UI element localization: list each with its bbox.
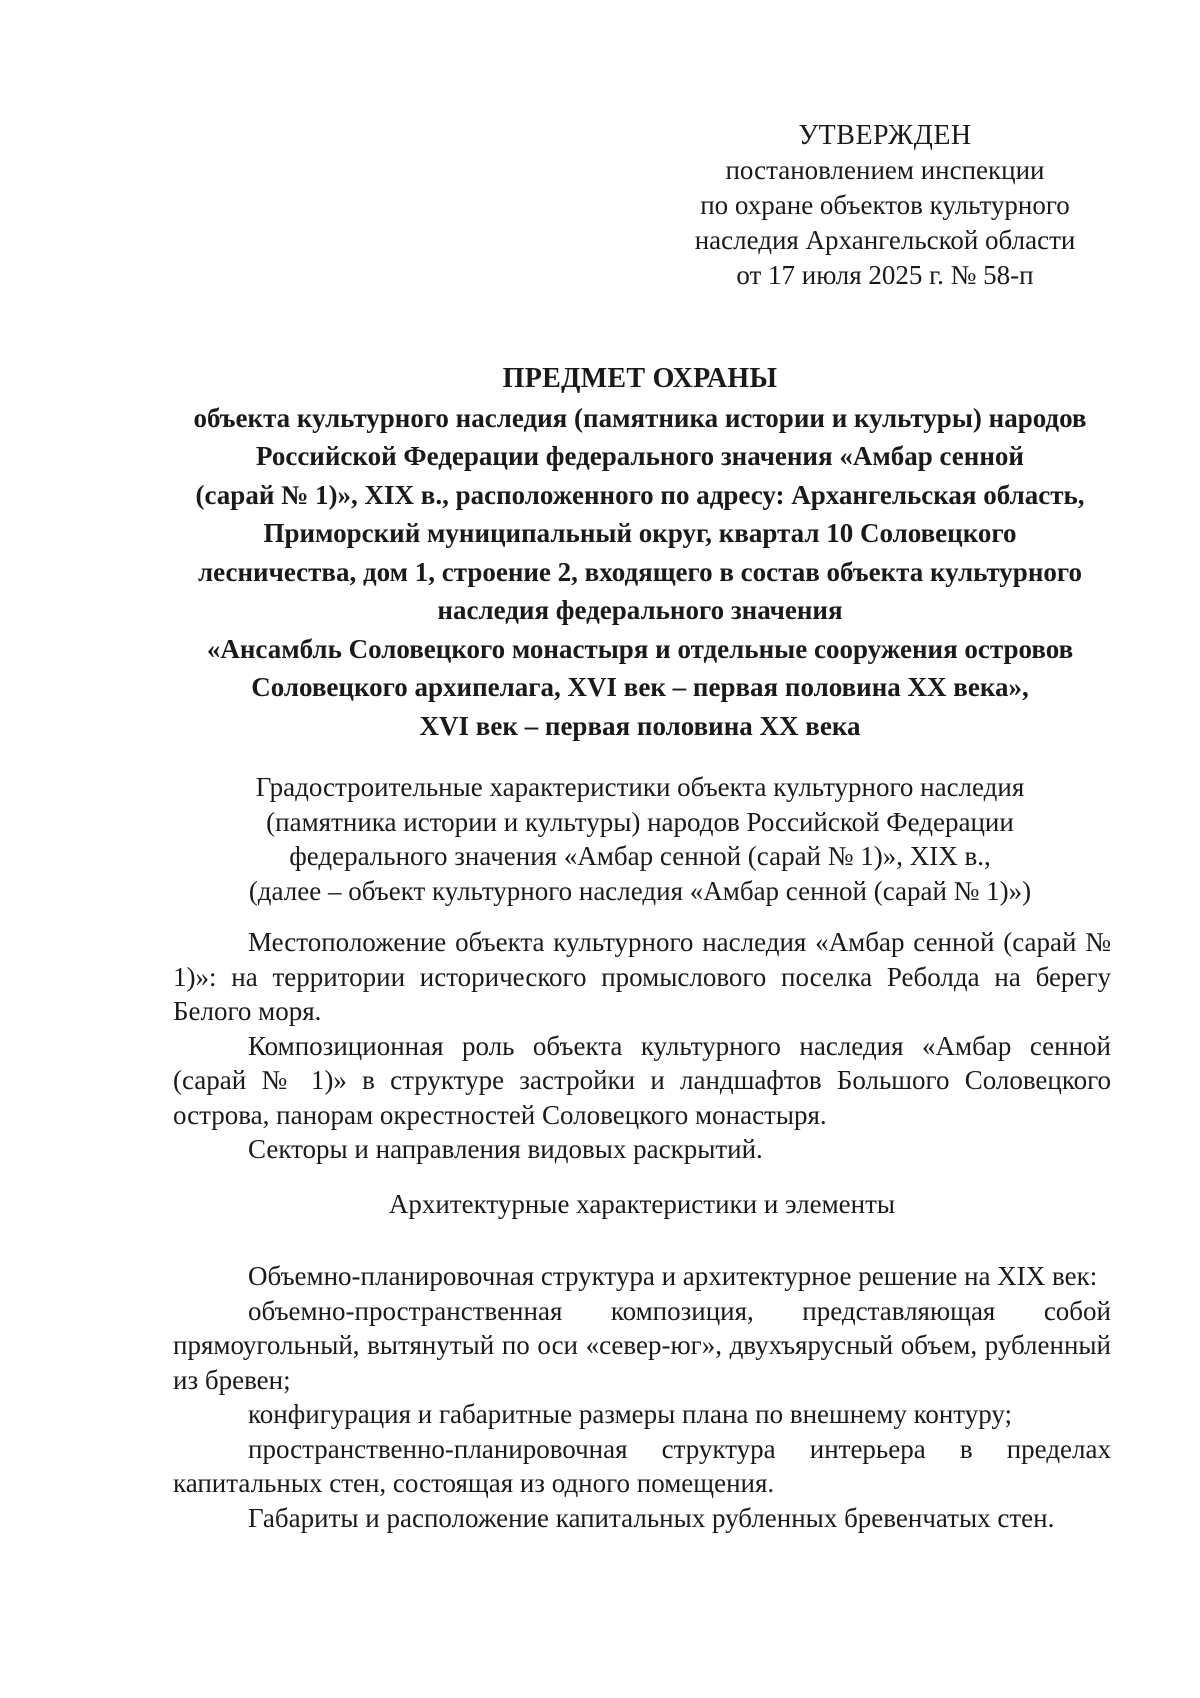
approval-line: постановлением инспекции [725,155,1045,185]
title-line: (сарай № 1)», XIX в., расположенного по адресу: Архангельская область, [195,479,1085,510]
urban-characteristics-section [173,925,1111,1167]
title-line: Соловецкого архипелага, XVI век – первая половина XX века», [251,672,1029,702]
plan-paragraph: конфигурация и габаритные размеры плана по внешнему контуру; [248,1399,1013,1429]
architecture-heading: Архитектурные характеристики и элементы [388,1189,896,1219]
walls-paragraph: Габариты и расположение капитальных рубленных бревенчатых стен. [248,1502,1055,1533]
title-line: «Ансамбль Соловецкого монастыря и отдельные сооружения островов [206,633,1074,664]
subtitle-line: (памятника истории и культуры) народов Российской Федерации [266,806,1014,837]
composition-detail-paragraph: объемно-пространственная композиция, представляющая собой прямоугольный, вытянутый по оси «север-юг», двухъярусный объем, рубленный из бревен; [173,1295,1111,1395]
title-line: лесничества, дом 1, строение 2, входящего в состав объекта культурного [198,556,1082,587]
document-title [160,360,1120,745]
approval-heading: УТВЕРЖДЕН [798,120,972,151]
urban-characteristics-heading [175,770,1105,908]
title-line: наследия федерального значения [437,595,843,625]
view-sectors-paragraph: Секторы и направления видовых раскрытий. [248,1134,763,1164]
interior-paragraph: пространственно-планировочная структура интерьера в пределах капитальных стен, состоящая из одного помещения. [173,1433,1111,1498]
composition-paragraph: Композиционная роль объекта культурного наследия «Амбар сенной (сарай № 1)» в структуре застройки и ландшафтов Большого Соловецкого острова, панорам окрестностей Соловецкого монастыря. [173,1030,1111,1130]
subtitle-line: федерального значения «Амбар сенной (сарай № 1)», XIX в., [289,841,991,871]
location-paragraph: Местоположение объекта культурного наследия «Амбар сенной (сарай № 1)»: на территории исторического промыслового поселка Реболда на берегу Белого моря. [173,927,1111,1026]
structure-paragraph: Объемно-планировочная структура и архитектурное решение на XIX век: [248,1261,1098,1291]
title-line: объекта культурного наследия (памятника истории и культуры) народов [193,402,1087,433]
architecture-section [173,1259,1111,1535]
approval-line: наследия Архангельской области [694,225,1076,255]
title-main: ПРЕДМЕТ ОХРАНЫ [502,363,778,394]
title-line: Российской Федерации федерального значения «Амбар сенной [256,441,1024,471]
subtitle-line: (далее – объект культурного наследия «Амбар сенной (сарай № 1)») [248,875,1032,906]
approval-date-line: от 17 июля 2025 г. № 58-п [736,260,1034,290]
title-line: Приморский муниципальный округ, квартал 10 Соловецкого [263,518,1017,548]
approval-stamp [640,118,1130,293]
subtitle-line: Градостроительные характеристики объекта культурного наследия [255,772,1025,802]
title-line: XVI век – первая половина XX века [419,710,861,741]
approval-line: по охране объектов культурного [700,190,1070,220]
